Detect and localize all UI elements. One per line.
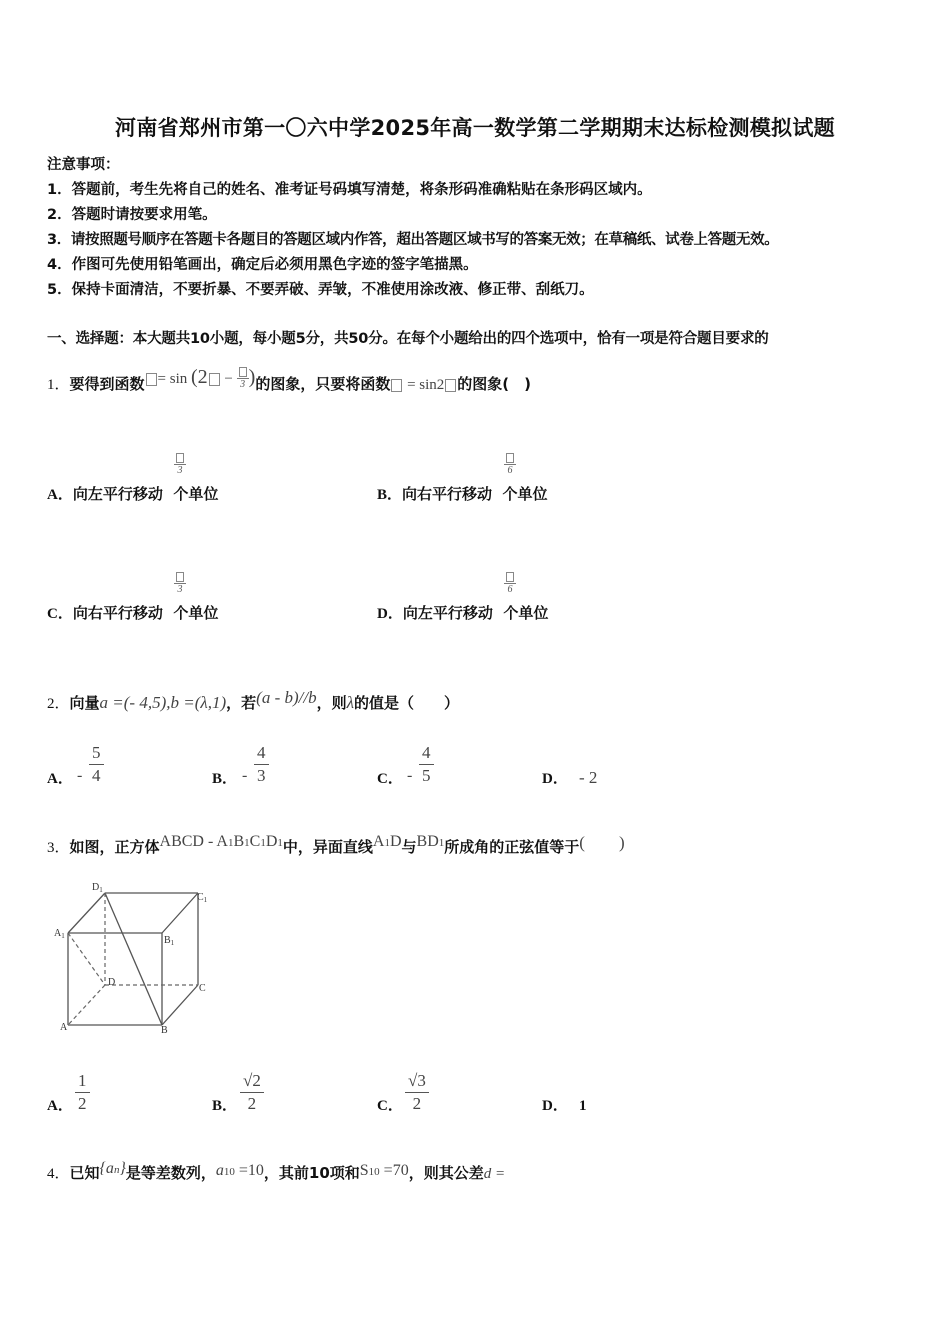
line-bd1: BD1 (416, 833, 445, 850)
notice-item-1: 1．答题前，考生先将自己的姓名、准考证号码填写清楚，将条形码准确粘贴在条形码区域内。 (47, 182, 652, 198)
option-2d[interactable]: D． - 2 (542, 768, 598, 787)
fraction: 3 (174, 452, 186, 477)
notice-heading: 注意事项： (47, 157, 120, 173)
label-c1: $C_1$ (197, 892, 208, 904)
label-a: A (60, 1022, 68, 1033)
question-2: 2．向量a =(- 4,5),b =(λ,1)，若(a - b)//b，则λ的值是（ ） (47, 688, 460, 712)
label-c: C (199, 983, 206, 994)
fraction: 6 (504, 571, 516, 596)
function-expression: = sin (2 − 3 ) (145, 371, 256, 387)
question-number: 3． (47, 840, 70, 856)
fraction: 6 (504, 452, 516, 477)
label-d1: $D_1$ (92, 882, 103, 894)
notice-item-2: 2．答题时请按要求用笔。 (47, 207, 217, 223)
question-number: 4． (47, 1166, 70, 1182)
cube-figure (50, 878, 220, 1036)
parallel-condition: (a - b)//b (256, 688, 317, 707)
label-b: B (161, 1025, 168, 1036)
option-3d[interactable]: D． 1 (542, 1098, 587, 1114)
notice-item-3: 3．请按照题号顺序在答题卡各题目的答题区域内作答，超出答题区域书写的答案无效；在草稿纸、试卷上答题无效。 (47, 232, 779, 248)
cube-name: ABCD - A1B1C1D1 (159, 833, 283, 850)
section-heading: 一、选择题：本大题共10小题，每小题5分，共50分。在每个小题给出的四个选项中，恰有一项是符合题目要求的 (47, 331, 769, 347)
question-1: 1．要得到函数 = sin (2 − 3 )的图象，只要将函数 = sin2 的图象( ) (47, 366, 532, 393)
notice-item-4: 4．作图可先使用铅笔画出，确定后必须用黑色字迹的签字笔描黑。 (47, 257, 478, 273)
page-title: 河南省郑州市第一〇六中学2025年高一数学第二学期期末达标检测模拟试题 (115, 116, 835, 140)
sequence-expression: {an} (99, 1160, 126, 1177)
s10-expression: S10 =70 (359, 1162, 409, 1179)
function-expression-2: = sin2 (390, 377, 457, 393)
placeholder-glyph (146, 373, 157, 386)
vector-expression: a =(- 4,5),b =(λ,1) (99, 693, 227, 712)
label-a1: $A_1$ (54, 928, 65, 940)
question-number: 1． (47, 377, 70, 393)
question-4: 4．已知{an}是等差数列，a10 =10，其前10项和S10 =70，则其公差d = (47, 1160, 506, 1182)
line-a1d: A1D (372, 833, 402, 850)
label-d: D (108, 977, 116, 988)
notice-item-5: 5．保持卡面清洁，不要折暴、不要弄破、弄皱，不准使用涂改液、修正带、刮纸刀。 (47, 282, 594, 298)
common-difference: d = (483, 1166, 506, 1182)
fraction: 3 (174, 571, 186, 596)
question-3: 3．如图，正方体ABCD - A1B1C1D1中，异面直线A1D与BD1所成角的正弦值等于( ) (47, 833, 625, 856)
label-b1: $B_1$ (164, 935, 175, 947)
a10-expression: a10 =10 (215, 1162, 264, 1179)
question-number: 2． (47, 696, 70, 712)
